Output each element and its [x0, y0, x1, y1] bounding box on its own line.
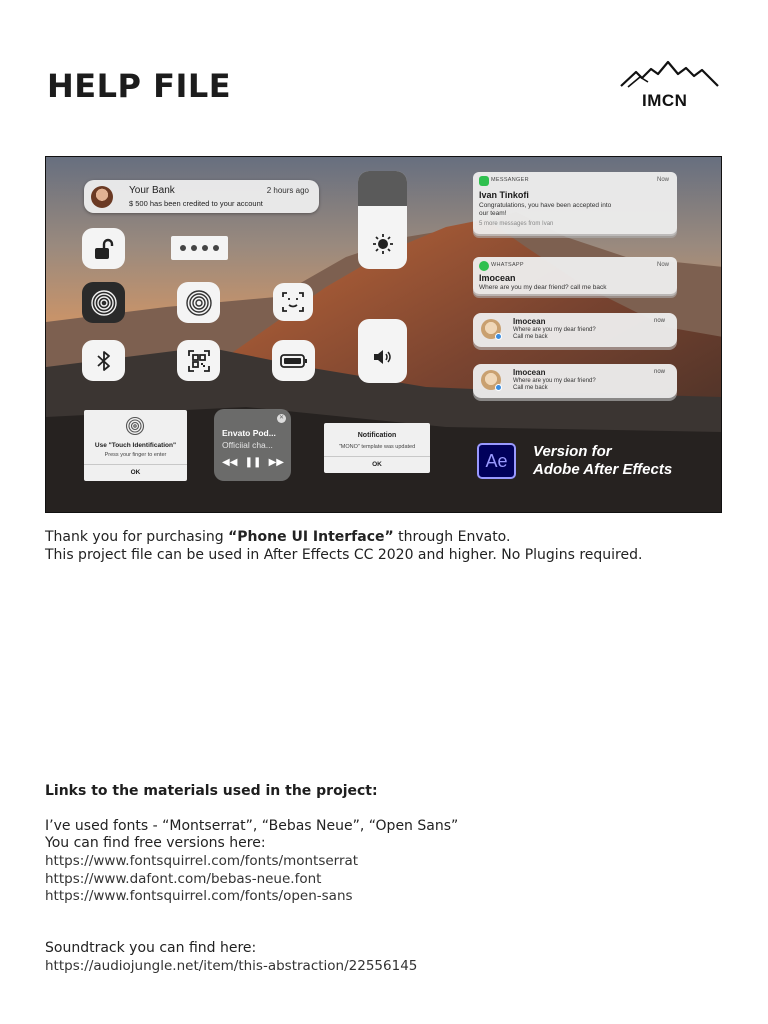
notification-dialog	[324, 423, 430, 473]
free-versions-label: You can find free versions here:	[45, 835, 266, 851]
soundtrack-link[interactable]: https://audiojungle.net/item/this-abstraction/22556145	[45, 958, 418, 974]
version-line: Version for	[533, 443, 612, 460]
page-title: HELP FILE	[47, 67, 232, 105]
message-line: Where are you my dear friend? call me back	[479, 284, 607, 291]
messenger-app-icon	[479, 176, 489, 186]
pin-dot	[202, 245, 208, 251]
soundtrack-heading: Soundtrack you can find here:	[45, 940, 257, 956]
speaker-icon	[372, 349, 394, 365]
after-effects-icon: Ae	[477, 443, 516, 479]
imocean-notification[interactable]	[473, 364, 677, 398]
passcode-dots[interactable]	[171, 236, 228, 260]
bank-name: Your Bank	[129, 185, 175, 196]
divider	[324, 456, 430, 457]
imcn-logo	[618, 60, 722, 112]
pause-icon[interactable]: ❚❚	[244, 457, 262, 468]
divider	[84, 464, 187, 465]
track-title: Envato Pod...	[222, 428, 276, 438]
pin-dot	[180, 245, 186, 251]
fingerprint-tile[interactable]	[177, 282, 220, 323]
brightness-fill	[358, 171, 407, 206]
ok-button[interactable]: OK	[372, 461, 382, 468]
avatar	[91, 186, 113, 208]
face-id-icon	[281, 290, 305, 314]
bluetooth-tile[interactable]	[82, 340, 125, 381]
unlock-tile[interactable]	[82, 228, 125, 269]
mountain-logo-icon	[618, 60, 722, 92]
unlock-icon	[92, 237, 116, 261]
sender-name: Imocean	[513, 368, 546, 377]
notification-time: now	[653, 369, 665, 375]
qr-code-icon	[187, 349, 211, 373]
app-name: MESSANGER	[491, 177, 529, 183]
sender-name: Imocean	[479, 273, 516, 283]
version-line: Adobe After Effects	[533, 461, 673, 478]
hero-image	[45, 156, 722, 513]
dialog-title: Use "Touch Identification"	[94, 442, 177, 449]
fast-forward-icon[interactable]: ▶▶	[268, 457, 284, 468]
battery-icon	[280, 353, 308, 369]
font-link[interactable]: https://www.fontsquirrel.com/fonts/montserrat	[45, 853, 359, 869]
more-messages: 5 more messages from Ivan	[479, 221, 554, 227]
sender-name: Ivan Tinkofi	[479, 190, 529, 200]
pin-dot	[191, 245, 197, 251]
media-player[interactable]	[214, 409, 291, 481]
touch-id-dialog	[84, 410, 187, 481]
message-line: Where are you my dear friend?	[513, 327, 596, 333]
track-subtitle: Officiial cha...	[222, 440, 273, 450]
sender-name: Imocean	[513, 317, 546, 326]
qr-scan-tile[interactable]	[177, 340, 220, 381]
message-line: Call me back	[513, 334, 548, 340]
ok-button[interactable]: OK	[130, 469, 141, 476]
version-label	[533, 443, 672, 479]
product-name: “Phone UI Interface”	[228, 529, 394, 545]
bluetooth-icon	[94, 349, 114, 373]
volume-icon-wrap	[358, 349, 407, 365]
messenger-notification[interactable]	[473, 172, 677, 234]
bank-notification[interactable]	[84, 180, 319, 213]
fingerprint-icon	[185, 289, 213, 317]
materials-heading: Links to the materials used in the project:	[45, 783, 378, 799]
battery-tile[interactable]	[272, 340, 315, 381]
whatsapp-app-icon	[479, 261, 489, 271]
pin-dot	[213, 245, 219, 251]
dialog-subtitle: Press your finger to enter	[104, 452, 167, 458]
font-link[interactable]: https://www.fontsquirrel.com/fonts/open-sans	[45, 888, 353, 904]
notification-time: Now	[656, 177, 669, 183]
whatsapp-notification[interactable]	[473, 257, 677, 294]
fingerprint-tile-dark[interactable]	[82, 282, 125, 323]
notification-time: Now	[656, 262, 669, 268]
volume-slider[interactable]	[358, 319, 407, 383]
brightness-icon-wrap	[358, 233, 407, 255]
player-controls	[222, 457, 284, 468]
message-line: Where are you my dear friend?	[513, 378, 596, 384]
brightness-slider[interactable]	[358, 171, 407, 269]
fingerprint-icon	[90, 289, 118, 317]
fingerprint-icon	[125, 416, 145, 436]
font-link[interactable]: https://www.dafont.com/bebas-neue.font	[45, 871, 322, 887]
messenger-badge-icon	[495, 333, 502, 340]
intro-line-2: This project file can be used in After Effects CC 2020 and higher. No Plugins required.	[45, 547, 643, 563]
notification-time: now	[653, 318, 665, 324]
dialog-message: "MONO" template was updated	[338, 444, 416, 450]
message-line: our team!	[479, 210, 507, 217]
close-icon[interactable]: ✕	[278, 415, 285, 421]
bank-message: $ 500 has been credited to your account	[129, 199, 263, 208]
app-name: WHATSAPP	[491, 262, 524, 268]
intro-prefix: Thank you for purchasing	[45, 529, 229, 545]
messenger-badge-icon	[495, 384, 502, 391]
sun-icon	[372, 233, 394, 255]
imocean-notification[interactable]	[473, 313, 677, 347]
bank-time: 2 hours ago	[266, 186, 309, 195]
rewind-icon[interactable]: ◀◀	[222, 457, 238, 468]
intro-line-1	[45, 529, 510, 545]
dialog-title: Notification	[357, 432, 397, 439]
intro-suffix: through Envato.	[393, 529, 511, 545]
message-line: Call me back	[513, 385, 548, 391]
fonts-line: I’ve used fonts - “Montserrat”, “Bebas Neue”, “Open Sans”	[45, 818, 459, 834]
message-line: Congratulations, you have been accepted into	[479, 202, 612, 209]
logo-text: IMCN	[642, 91, 688, 110]
face-id-tile[interactable]	[273, 283, 313, 321]
